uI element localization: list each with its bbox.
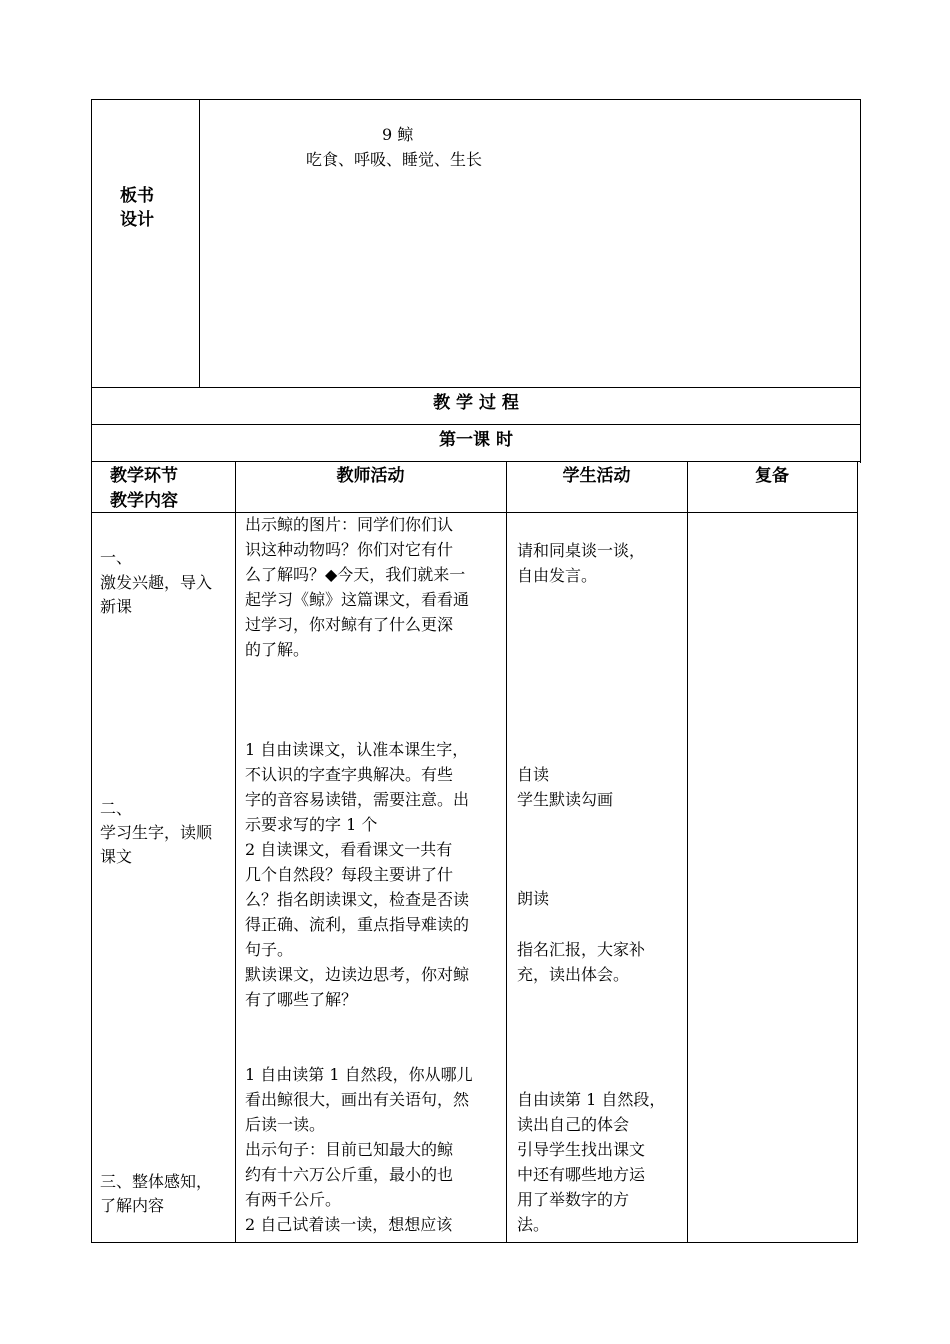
row1-section-0: 一、 [100, 548, 133, 567]
row3-teacher-0: 1 自由读第 1 自然段，你从哪儿 [245, 1065, 473, 1084]
row2-student-a-1: 学生默读勾画 [517, 790, 614, 809]
row3-section-1: 了解内容 [100, 1196, 165, 1215]
row1-student-0: 请和同桌谈一谈， [517, 541, 646, 560]
row2-student-b-0: 朗读 [517, 889, 550, 908]
row3-student-0: 自由读第 1 自然段， [517, 1090, 666, 1109]
process-header: 教 学 过 程 [433, 393, 519, 413]
board-label-line1: 板书 [120, 186, 154, 206]
board-content: 吃食、呼吸、睡觉、生长 [306, 150, 483, 169]
row2-teacher-4: 2 自读课文，看看课文一共有 [245, 840, 453, 859]
row2-teacher-1: 不认识的字查字典解决。有些 [245, 765, 454, 784]
row2-teacher-6: 么？指名朗读课文，检查是否读 [245, 890, 470, 909]
col-divider-2 [506, 461, 507, 1243]
row3-section-0: 三、整体感知， [100, 1172, 213, 1191]
row3-teacher-5: 有两千公斤。 [245, 1190, 342, 1209]
row2-section-2: 课文 [100, 847, 133, 866]
row1-teacher-4: 过学习，你对鲸有了什么更深 [245, 615, 454, 634]
row2-teacher-8: 句子。 [245, 940, 294, 959]
row2-teacher-10: 有了哪些了解？ [245, 990, 358, 1009]
col-header-section-line2: 教学内容 [110, 491, 178, 511]
lower-right-border [857, 461, 858, 1243]
col-divider-3 [687, 461, 688, 1243]
lesson-bottom-border [91, 461, 861, 462]
row2-student-a-0: 自读 [517, 765, 550, 784]
row3-student-3: 中还有哪些地方运 [517, 1165, 646, 1184]
row3-student-5: 法。 [517, 1215, 550, 1234]
row2-teacher-3: 示要求写的字 1 个 [245, 815, 378, 834]
row1-teacher-3: 起学习《鲸》这篇课文，看看通 [245, 590, 470, 609]
row3-teacher-3: 出示句子：目前已知最大的鲸 [245, 1140, 454, 1159]
row1-teacher-2: 么了解吗？◆今天，我们就来一 [245, 565, 466, 584]
table-left-border [91, 99, 92, 1243]
row2-teacher-5: 几个自然段？每段主要讲了什 [245, 865, 454, 884]
row2-student-c-0: 指名汇报，大家补 [517, 940, 646, 959]
col-header-teacher: 教师活动 [336, 466, 405, 486]
row3-teacher-1: 看出鲸很大，画出有关语句，然 [245, 1090, 470, 1109]
process-bottom-border [91, 424, 861, 425]
row3-teacher-6: 2 自己试着读一读，想想应该 [245, 1215, 453, 1234]
col-header-student: 学生活动 [562, 466, 631, 486]
table-bottom-border [91, 1242, 858, 1243]
row3-student-1: 读出自己的体会 [517, 1115, 630, 1134]
row2-teacher-7: 得正确、流利，重点指导难读的 [245, 915, 470, 934]
row3-teacher-4: 约有十六万公斤重，最小的也 [245, 1165, 454, 1184]
row3-teacher-2: 后读一读。 [245, 1115, 326, 1134]
board-title: 9 鲸 [382, 125, 414, 144]
col-header-section-line1: 教学环节 [110, 466, 178, 486]
row1-section-1: 激发兴趣，导入 [100, 573, 213, 592]
row1-student-1: 自由发言。 [517, 566, 598, 585]
row2-teacher-9: 默读课文，边读边思考，你对鲸 [245, 965, 470, 984]
row2-student-c-1: 充，读出体会。 [517, 965, 630, 984]
lesson-header: 第一课 时 [439, 430, 513, 450]
board-divider [199, 99, 200, 388]
row1-teacher-1: 识这种动物吗？你们对它有什 [245, 540, 454, 559]
row1-teacher-0: 出示鲸的图片：同学们你们认 [245, 515, 454, 534]
row2-teacher-2: 字的音容易读错，需要注意。出 [245, 790, 470, 809]
col-divider-1 [235, 461, 236, 1243]
row1-teacher-5: 的了解。 [245, 640, 310, 659]
row2-teacher-0: 1 自由读课文，认准本课生字， [245, 740, 469, 759]
row3-student-2: 引导学生找出课文 [517, 1140, 646, 1159]
table-top-border [91, 99, 861, 100]
row1-section-2: 新课 [100, 597, 133, 616]
board-label-line2: 设计 [120, 210, 154, 230]
header-bottom-border [91, 512, 858, 513]
row2-section-1: 学习生字，读顺 [100, 823, 213, 842]
board-bottom-border [91, 387, 861, 388]
col-header-review: 复备 [755, 466, 789, 486]
row2-section-0: 二、 [100, 799, 133, 818]
row3-student-4: 用了举数字的方 [517, 1190, 630, 1209]
